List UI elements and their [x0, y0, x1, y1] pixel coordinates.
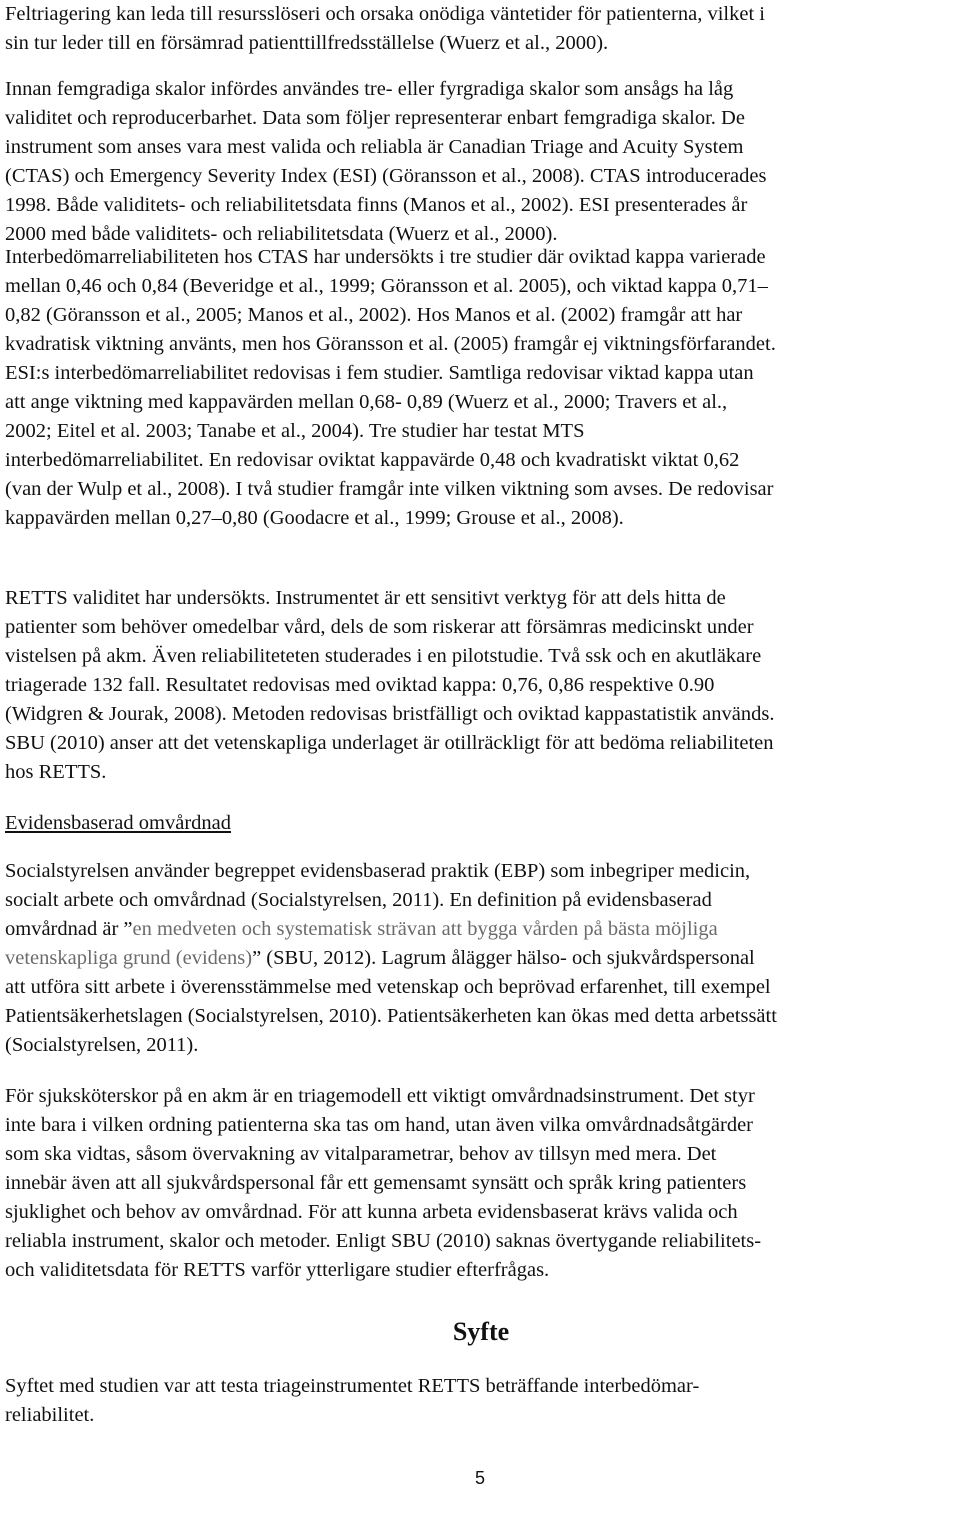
- text-line: att ange viktning med kappavärden mellan 0,68- 0,89 (Wuerz et al., 2000; Travers et al.,: [5, 391, 728, 413]
- text-line: och validitetsdata för RETTS varför ytterligare studier efterfrågas.: [5, 1259, 550, 1281]
- text-line: [5, 944, 777, 973]
- text-line: Feltriagering kan leda till resursslöseri och orsaka onödiga väntetider för patienterna, vilket i: [5, 3, 765, 25]
- paragraph-1: [5, 0, 765, 58]
- text-line: ESI:s interbedömarreliabilitet redovisas i fem studier. Samtliga redovisar viktad kappa utan: [5, 362, 754, 384]
- text-line: RETTS validitet har undersökts. Instrumentet är ett sensitivt verktyg för att dels hitta de: [5, 587, 726, 609]
- text-line: innebär även att all sjukvårdspersonal får ett gemensamt synsätt och språk kring patienters: [5, 1172, 747, 1194]
- text-line: mellan 0,46 och 0,84 (Beveridge et al., 1999; Göransson et al. 2005), och viktad kappa 0,71–: [5, 275, 768, 297]
- text-line: patienter som behöver omedelbar vård, dels de som riskerar att försämras medicinskt under: [5, 616, 754, 638]
- text-line: reliabla instrument, skalor och metoder. Enligt SBU (2010) saknas övertygande reliabilitets-: [5, 1230, 762, 1252]
- text-line: 2000 med både validitets- och reliabilitetsdata (Wuerz et al., 2000).: [5, 223, 558, 245]
- text-line: sin tur leder till en försämrad patienttillfredsställelse (Wuerz et al., 2000).: [5, 32, 609, 54]
- text-line: inte bara i vilken ordning patienterna ska tas om hand, utan även vilka omvårdnadsåtgärder: [5, 1114, 753, 1136]
- text-line: För sjuksköterskor på en akm är en triagemodell ett viktigt omvårdnadsinstrument. Det styr: [5, 1085, 755, 1107]
- text-line: (van der Wulp et al., 2008). I två studier framgår inte vilken viktning som avses. De redovisar: [5, 478, 774, 500]
- text-line: [5, 915, 777, 944]
- text-line: 0,82 (Göransson et al., 2005; Manos et al., 2002). Hos Manos et al. (2002) framgår att har: [5, 304, 743, 326]
- paragraph-2: [5, 75, 766, 249]
- quoted-definition: en medveten och systematisk strävan att bygga vården på bästa möjliga: [132, 918, 718, 940]
- text-line: Syftet med studien var att testa triageinstrumentet RETTS beträffande interbedömar-: [5, 1375, 700, 1397]
- text-line: triagerade 132 fall. Resultatet redovisas med oviktad kappa: 0,76, 0,86 respektive 0.90: [5, 674, 715, 696]
- text-line: att utföra sitt arbete i överensstämmelse med vetenskap och beprövad erfarenhet, till exempel: [5, 976, 771, 998]
- text-line: interbedömarreliabilitet. En redovisar oviktat kappavärde 0,48 och kvadratiskt viktat 0,62: [5, 449, 740, 471]
- text-line: vistelsen på akm. Även reliabiliteteten studerades i en pilotstudie. Två ssk och en akutläkare: [5, 645, 762, 667]
- section-heading-syfte: Syfte: [452, 1317, 510, 1346]
- text-line: Innan femgradiga skalor infördes användes tre- eller fyrgradiga skalor som ansågs ha låg: [5, 78, 734, 100]
- text-line: instrument som anses vara mest valida och reliabla är Canadian Triage and Acuity System: [5, 136, 744, 158]
- text-line: Patientsäkerhetslagen (Socialstyrelsen, 2010). Patientsäkerheten kan ökas med detta arbetssätt: [5, 1005, 777, 1027]
- text-line: reliabilitet.: [5, 1404, 95, 1426]
- text-line: Socialstyrelsen använder begreppet evidensbaserad praktik (EBP) som inbegriper medicin,: [5, 860, 751, 882]
- text-line: validitet och reproducerbarhet. Data som följer representerar enbart femgradiga skalor. De: [5, 107, 745, 129]
- paragraph-5: [5, 857, 777, 1060]
- text-line: (Socialstyrelsen, 2011).: [5, 1034, 199, 1056]
- text-segment: ” (SBU, 2012). Lagrum ålägger hälso- och sjukvårdspersonal: [252, 947, 755, 969]
- page-number: 5: [474, 1468, 485, 1488]
- text-line: socialt arbete och omvårdnad (Socialstyrelsen, 2011). En definition på evidensbaserad: [5, 889, 712, 911]
- text-line: 1998. Både validitets- och reliabilitetsdata finns (Manos et al., 2002). ESI presenterades år: [5, 194, 748, 216]
- paragraph-7: [5, 1372, 699, 1430]
- text-line: (CTAS) och Emergency Severity Index (ESI) (Göransson et al., 2008). CTAS introducerades: [5, 165, 767, 187]
- text-line: (Widgren & Jourak, 2008). Metoden redovisas bristfälligt och oviktad kappastatistik används.: [5, 703, 775, 725]
- text-line: 2002; Eitel et al. 2003; Tanabe et al., 2004). Tre studier har testat MTS: [5, 420, 585, 442]
- text-line: hos RETTS.: [5, 761, 107, 783]
- text-line: som ska vidtas, såsom övervakning av vitalparametrar, behov av tillsyn med mera. Det: [5, 1143, 717, 1165]
- text-line: Interbedömarreliabiliteten hos CTAS har undersökts i tre studier där oviktad kappa varierade: [5, 246, 766, 268]
- text-line: kvadratisk viktning använts, men hos Göransson et al. (2005) framgår ej viktningsförfarandet.: [5, 333, 776, 355]
- quoted-definition: vetenskapliga grund (evidens): [5, 947, 253, 969]
- paragraph-6: [5, 1082, 761, 1285]
- text-line: kappavärden mellan 0,27–0,80 (Goodacre et al., 1999; Grouse et al., 2008).: [5, 507, 624, 529]
- paragraph-3: [5, 243, 776, 533]
- text-segment: omvårdnad är ”: [5, 918, 133, 940]
- text-line: sjuklighet och behov av omvårdnad. För att kunna arbeta evidensbaserat krävs valida och: [5, 1201, 738, 1223]
- text-line: SBU (2010) anser att det vetenskapliga underlaget är otillräckligt för att bedöma reliabiliteten: [5, 732, 774, 754]
- section-heading-ebp: Evidensbaserad omvårdnad: [5, 812, 231, 834]
- paragraph-4: [5, 584, 774, 787]
